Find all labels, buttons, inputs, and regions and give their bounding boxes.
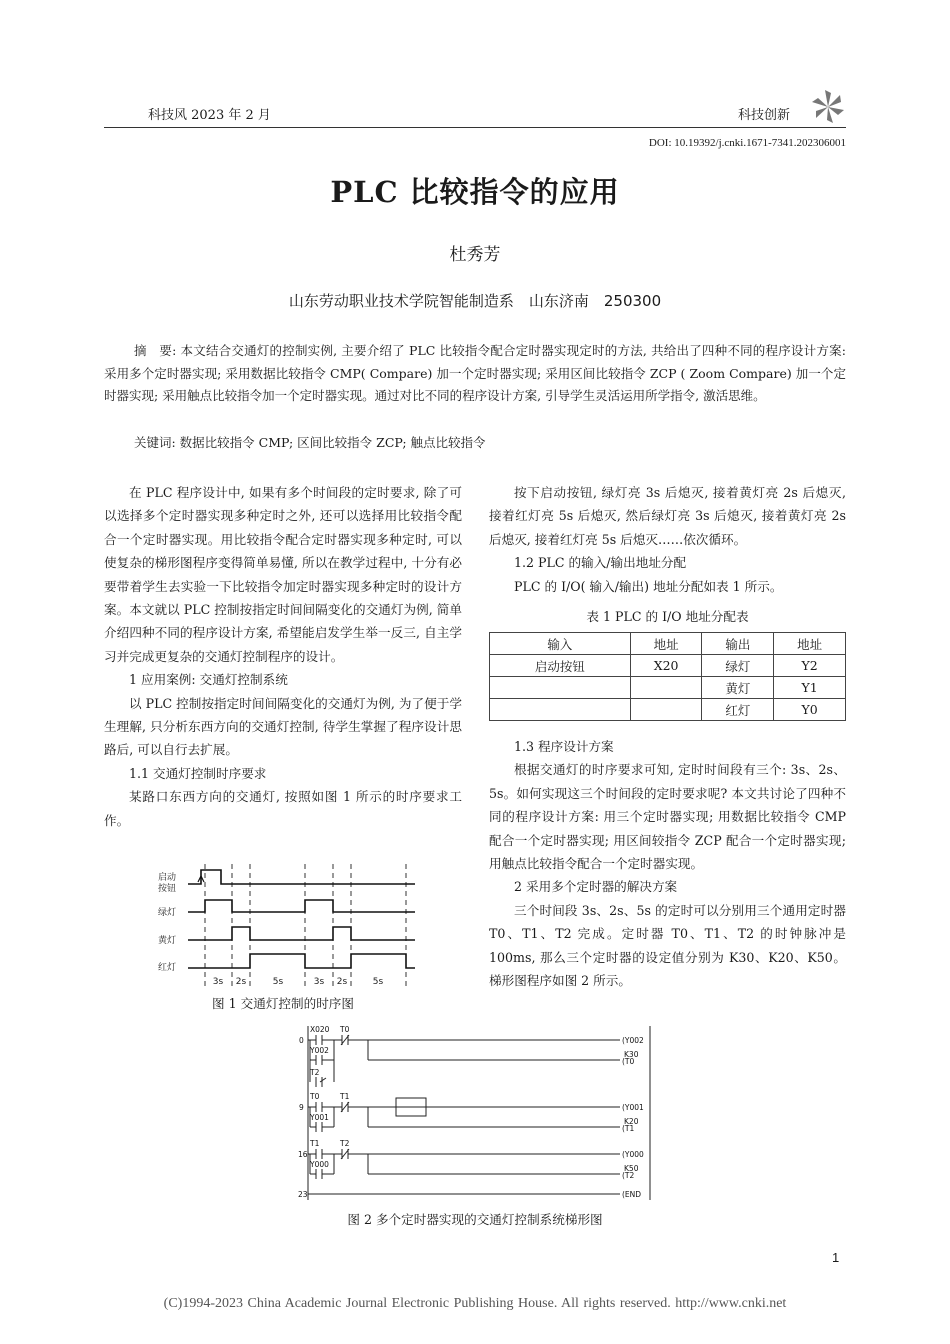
step-number: 23 [298,1190,308,1199]
step-number: 9 [299,1103,304,1112]
table-cell: 红灯 [702,699,774,721]
table-row [490,699,846,721]
coil-label: (T1 [622,1124,635,1133]
right-column-top [489,481,846,598]
duration-label: 2s [235,977,247,987]
paragraph: 按下启动按钮, 绿灯亮 3s 后熄灭, 接着黄灯亮 2s 后熄灭, 接着红灯亮 5s 后熄灭, 然后绿灯亮 3s 后熄灭, 接着黄灯亮 2s 后熄灭, 接着红灯亮 5s 后熄灭……依次循环。 [489,485,846,547]
paragraph: 某路口东西方向的交通灯, 按照如图 1 所示的时序要求工作。 [104,789,462,828]
start-label-1: 启动 [158,873,177,883]
section-heading: 1.3 程序设计方案 [514,739,614,754]
coil-label: (Y002 [622,1036,644,1045]
table-header-cell: 地址 [630,633,702,655]
coil-label: K30 [624,1050,639,1059]
abstract: 摘 要: 本文结合交通灯的控制实例, 主要介绍了 PLC 比较指令配合定时器实现定时的方法, 共给出了四种不同的程序设计方案: 采用多个定时器实现; 采用数据比较指令 CMP( Compare) 加一个定时器实现; 采用区间比较指令 ZCP ( Zoom Compare) 加一个定时器实现; 采用触点比较指令加一个定时器实现。通过对比不同的程序设计方案, 引导学生灵活运用所学指令, 激活思维。 [104,343,846,403]
table-row [490,655,846,677]
red-signal [188,954,415,968]
column-name: 科技创新 [738,108,791,123]
yellow-label: 黄灯 [158,936,177,946]
contact-label: T2 [310,1068,320,1077]
coil-label: (Y001 [622,1103,644,1112]
contact-label: T2 [340,1139,350,1148]
paragraph: PLC 的 I/O( 输入/输出) 地址分配如表 1 所示。 [514,578,783,594]
section-heading: 1.2 PLC 的输入/输出地址分配 [514,555,687,571]
table-row [490,677,846,699]
ladder-diagram [298,1022,658,1204]
duration-label: 2s [336,977,348,987]
duration-label: 5s [372,977,384,987]
coil-label: K50 [624,1164,639,1173]
table-cell: 黄灯 [702,677,774,699]
table-cell [630,677,702,699]
table-header-cell: 输入 [490,633,631,655]
contact-label: T0 [310,1092,320,1101]
yellow-signal [188,927,415,940]
timing-diagram [150,860,420,988]
table-caption: 表 1 PLC 的 I/O 地址分配表 [586,609,749,624]
figure2-caption: 图 2 多个定时器实现的交通灯控制系统梯形图 [347,1212,603,1227]
coil-label: (END [622,1190,642,1199]
table-cell [490,677,631,699]
left-column [104,481,462,832]
copyright-footer: (C)1994-2023 China Academic Journal Electronic Publishing House. All rights reserved. http://www.cnki.net [163,1296,787,1311]
table-cell: Y1 [774,677,846,699]
table-cell: 启动按钮 [490,655,631,677]
coil-label: (Y000 [622,1150,644,1159]
coil-label: (T0 [622,1057,635,1066]
journal-logo-icon [808,88,848,126]
contact-label: T0 [340,1025,350,1034]
red-label: 红灯 [158,963,177,973]
table-header-cell: 地址 [774,633,846,655]
duration-label: 3s [212,977,224,987]
table-cell: 绿灯 [702,655,774,677]
green-signal [188,900,415,912]
paragraph: 三个时间段 3s、2s、5s 的定时可以分别用三个通用定时器 T0、T1、T2 完成。定时器 T0、T1、T2 的时钟脉冲是 100ms, 那么三个定时器的设定值分别为 K30、K20、K50。梯形图程序如图 2 所示。 [489,902,846,989]
duration-label: 5s [272,977,284,987]
paper-title: PLC 比较指令的应用 [330,175,620,209]
figure1-caption: 图 1 交通灯控制的时序图 [212,996,354,1011]
coil-label: (T2 [622,1171,635,1180]
journal-issue: 科技风 2023 年 2 月 [148,108,271,123]
green-label: 绿灯 [158,908,177,918]
right-column-bottom [489,735,846,992]
contact-label: T1 [310,1139,320,1148]
table-cell: X20 [630,655,702,677]
section-heading: 2 采用多个定时器的解决方案 [514,879,678,895]
section-heading: 1.1 交通灯控制时序要求 [129,765,267,781]
step-number: 16 [298,1150,308,1159]
doi: DOI: 10.19392/j.cnki.1671-7341.202306001 [648,137,846,149]
contact-label: T1 [340,1092,350,1101]
table-cell [630,699,702,721]
coil-label: K20 [624,1117,639,1126]
step-number: 0 [299,1036,304,1045]
table-header-row [490,633,846,655]
section-heading: 1 应用案例: 交通灯控制系统 [129,672,288,688]
header-rule [104,127,846,128]
contact-label: Y001 [310,1113,329,1122]
contact-label: Y000 [310,1160,329,1169]
table-cell [490,699,631,721]
table-cell: Y0 [774,699,846,721]
paragraph: 以 PLC 控制按指定时间间隔变化的交通灯为例, 为了便于学生理解, 只分析东西方向的交通灯控制, 待学生掌握了程序设计思路后, 可以自行去扩展。 [104,695,462,758]
author: 杜秀芳 [449,245,501,265]
duration-label: 3s [313,977,325,987]
io-table [489,632,846,721]
paragraph: 在 PLC 程序设计中, 如果有多个时间段的定时要求, 除了可以选择多个定时器实现多种定时之外, 还可以选择用比较指令配合一个定时器实现。用比较指令配合定时器实现多种定时, 可以使复杂的梯形图程序变得简单易懂, 所以在教学过程中, 十分有必要带着学生去实验一下比较指令加定时器实现多种定时的设计方案。本文就以 PLC 控制按指定时间间隔变化的交通灯为例, 简单介绍四种不同的程序设计方案, 希望能启发学生举一反三, 自主学习并完成更复杂的交通灯控制程序的设计。 [104,485,462,664]
start-signal [188,870,415,884]
keywords: 关键词: 数据比较指令 CMP; 区间比较指令 ZCP; 触点比较指令 [134,435,486,450]
table-header-cell: 输出 [702,633,774,655]
contact-label: Y002 [310,1046,329,1055]
affiliation: 山东劳动职业技术学院智能制造系 山东济南 250300 [288,292,662,310]
page-number: 1 [832,1250,840,1265]
contact-label: X020 [310,1025,330,1034]
table-cell: Y2 [774,655,846,677]
start-label-2: 按钮 [158,884,177,894]
paragraph: 根据交通灯的时序要求可知, 定时时间段有三个: 3s、2s、5s。如何实现这三个时间段的定时要求呢? 本文共讨论了四种不同的程序设计方案: 用三个定时器实现; 用数据比较指令 CMP 配合一个定时器实现; 用区间较指令 ZCP 配合一个定时器实现; 用触点比较指令配合一个定时器实现。 [489,762,846,872]
